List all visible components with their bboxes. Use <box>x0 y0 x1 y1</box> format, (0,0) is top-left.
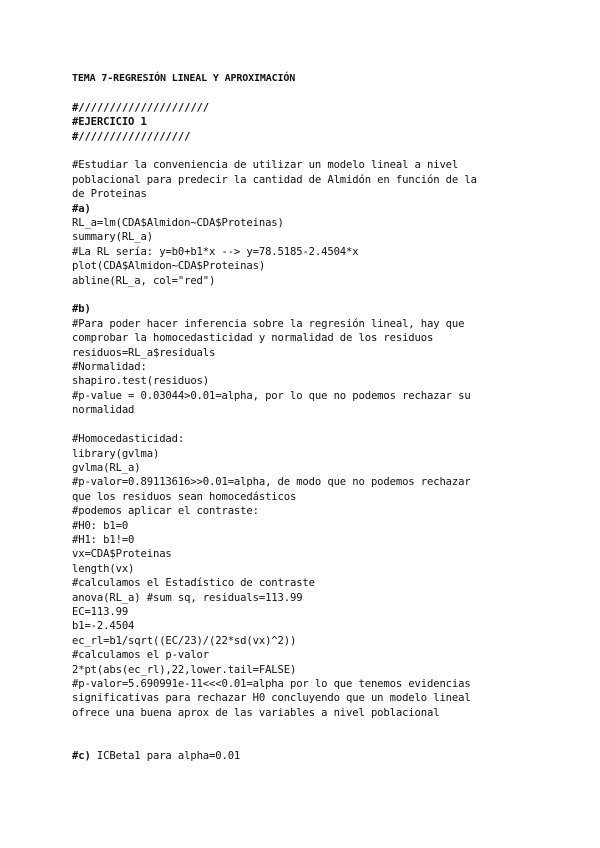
spacer <box>72 418 572 432</box>
intro-block <box>72 158 572 201</box>
spacer <box>72 86 572 100</box>
separator-bottom: #////////////////// <box>72 130 191 143</box>
comment-line: ofrece una buena aprox de las variables a nivel poblacional <box>72 706 440 719</box>
code-line: RL_a=lm(CDA$Almidon~CDA$Proteinas) <box>72 217 284 230</box>
comment-line: #H1: b1!=0 <box>72 533 135 546</box>
part-c-line <box>72 749 572 763</box>
comment-line: #Para poder hacer inferencia sobre la regresión lineal, hay que <box>72 317 465 330</box>
code-line: abline(RL_a, col="red") <box>72 274 216 287</box>
spacer <box>72 288 572 302</box>
intro-line: #Estudiar la conveniencia de utilizar un modelo lineal a nivel <box>72 159 459 172</box>
part-c-heading: #c) <box>72 750 91 763</box>
code-line: length(vx) <box>72 562 135 575</box>
comment-line: normalidad <box>72 404 135 417</box>
code-line: plot(CDA$Almidon~CDA$Proteinas) <box>72 260 266 273</box>
comment-line: #podemos aplicar el contraste: <box>72 505 259 518</box>
comment-line: #H0: b1=0 <box>72 519 129 532</box>
exercise-heading: #EJERCICIO 1 <box>72 116 147 129</box>
comment-line: que los residuos sean homocedásticos <box>72 490 297 503</box>
part-a-heading: #a) <box>72 202 91 215</box>
code-line: summary(RL_a) <box>72 231 153 244</box>
part-a-block <box>72 202 572 288</box>
code-line: residuos=RL_a$residuals <box>72 346 216 359</box>
comment-line: #p-valor=0.89113616>>0.01=alpha, de modo que no podemos rechazar <box>72 476 471 489</box>
intro-line: de Proteinas <box>72 188 147 201</box>
comment-line: #p-valor=5.690991e-11<<<0.01=alpha por lo que tenemos evidencias <box>72 678 471 690</box>
code-line: b1=-2.4504 <box>72 620 135 633</box>
intro-line: poblacional para predecir la cantidad de Almidón en función de la <box>72 173 477 186</box>
code-line: library(gvlma) <box>72 447 160 460</box>
code-line: gvlma(RL_a) <box>72 461 141 474</box>
comment-line: significativas para rechazar H0 concluyendo que un modelo lineal <box>72 692 471 705</box>
part-c-text: ICBeta1 para alpha=0.01 <box>90 750 241 763</box>
comment-line: #Normalidad: <box>72 361 147 374</box>
comment-line: #p-value = 0.03044>0.01=alpha, por lo que no podemos rechazar su <box>72 389 471 402</box>
code-line: ec_rl=b1/sqrt((EC/23)/(22*sd(vx)^2)) <box>72 634 297 647</box>
comment-line: #Homocedasticidad: <box>72 433 185 446</box>
comment-line: comprobar la homocedasticidad y normalidad de los residuos <box>72 332 434 345</box>
document-title: TEMA 7-REGRESIÓN LINEAL Y APROXIMACIÓN <box>72 73 296 84</box>
code-line: EC=113.99 <box>72 605 129 618</box>
document-body <box>72 72 572 763</box>
code-line: vx=CDA$Proteinas <box>72 548 172 561</box>
separator-top: #///////////////////// <box>72 101 210 114</box>
code-line: shapiro.test(residuos) <box>72 375 210 388</box>
code-line: 2*pt(abs(ec_rl),22,lower.tail=FALSE) <box>72 663 297 676</box>
comment-line: #La RL sería: y=b0+b1*x --> y=78.5185-2.4504*x <box>72 245 359 258</box>
spacer <box>72 720 572 749</box>
spacer <box>72 144 572 158</box>
comment-line: #calculamos el p-valor <box>72 649 210 662</box>
part-c-block <box>72 749 572 763</box>
code-line: anova(RL_a) #sum sq, residuals=113.99 <box>72 591 303 604</box>
part-b-heading: #b) <box>72 303 91 316</box>
part-b-block <box>72 302 572 720</box>
comment-line: #calculamos el Estadístico de contraste <box>72 577 315 590</box>
